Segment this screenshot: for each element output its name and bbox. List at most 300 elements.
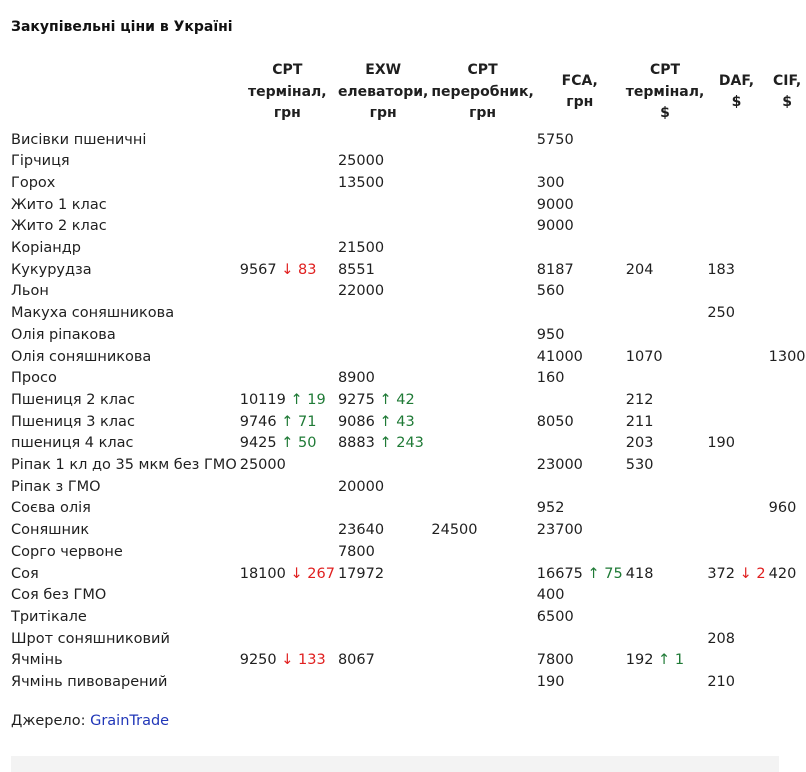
price-change [281, 435, 316, 451]
price-cell: 203 [625, 435, 654, 452]
table-row [8, 216, 806, 238]
table-row [8, 151, 806, 173]
arrow-up-icon: ↑ [379, 391, 392, 408]
price-cell [237, 325, 335, 347]
price-cell [534, 477, 623, 499]
price-cell [237, 216, 335, 238]
price-cell [534, 238, 623, 260]
table-row [8, 433, 806, 455]
table-row [8, 412, 806, 434]
price-cell [766, 585, 806, 607]
price-cell [428, 433, 533, 455]
price-cell [237, 130, 335, 152]
price-cell [704, 477, 765, 499]
commodity-name: Ячмінь [11, 652, 63, 669]
price-cell [623, 520, 705, 542]
price-cell [704, 368, 765, 390]
price-cell [766, 607, 806, 629]
price-cell [237, 412, 335, 434]
arrow-up-icon: ↑ [281, 413, 294, 430]
table-row [8, 238, 806, 260]
price-cell [704, 520, 765, 542]
price-cell: 21500 [337, 240, 385, 257]
table-row [8, 607, 806, 629]
price-cell [237, 173, 335, 195]
price-change-value: 50 [298, 435, 317, 452]
price-cell [766, 130, 806, 152]
price-cell [335, 390, 428, 412]
price-cell [766, 281, 806, 303]
price-cell [766, 433, 806, 455]
price-cell [704, 173, 765, 195]
price-cell [428, 672, 533, 694]
price-cell [237, 672, 335, 694]
table-row [8, 260, 806, 282]
commodity-name: Ріпак з ГМО [11, 478, 101, 495]
column-header-line: CPT [467, 62, 498, 78]
price-cell [766, 672, 806, 694]
price-cell [428, 303, 533, 325]
column-header-line: DAF, [718, 72, 755, 89]
price-cell: 211 [625, 413, 654, 430]
price-cell: 25000 [337, 153, 385, 170]
price-cell [704, 498, 765, 520]
price-cell: 8551 [337, 261, 375, 278]
price-cell [237, 564, 335, 586]
price-cell [237, 629, 335, 651]
price-cell: 13500 [337, 174, 385, 191]
table-row [8, 629, 806, 651]
price-change [379, 414, 414, 430]
price-cell: 8187 [536, 261, 574, 278]
price-cell [428, 607, 533, 629]
price-value: 9425 [239, 435, 277, 452]
price-cell [704, 347, 765, 369]
price-change-value: 43 [396, 413, 415, 430]
price-cell [766, 195, 806, 217]
price-cell: 8067 [337, 652, 375, 669]
table-row [8, 498, 806, 520]
price-cell [428, 130, 533, 152]
price-cell [704, 412, 765, 434]
commodity-name: Соя [11, 565, 39, 582]
price-cell [237, 585, 335, 607]
table-row [8, 347, 806, 369]
table-header [8, 60, 806, 130]
commodity-name: Гірчиця [11, 153, 70, 170]
price-cell [623, 281, 705, 303]
arrow-up-icon: ↑ [658, 652, 671, 669]
page-title: Закупівельні ціни в Україні [11, 19, 233, 35]
table-row [8, 455, 806, 477]
commodity-name: Горох [11, 174, 56, 191]
price-cell [623, 173, 705, 195]
price-change-value: 1 [674, 652, 685, 669]
price-cell [704, 390, 765, 412]
arrow-down-icon: ↓ [739, 565, 752, 582]
column-header [534, 60, 623, 130]
price-cell [428, 260, 533, 282]
price-value: 372 [707, 565, 736, 582]
price-cell [534, 564, 623, 586]
price-cell: 20000 [337, 478, 385, 495]
column-header-line: термінал, [625, 83, 705, 100]
price-cell [237, 542, 335, 564]
price-cell [428, 173, 533, 195]
table-row [8, 173, 806, 195]
price-cell [237, 650, 335, 672]
table-row [8, 650, 806, 672]
price-change-value: 19 [307, 391, 326, 408]
price-cell: 190 [536, 674, 565, 691]
price-cell [428, 368, 533, 390]
source-label: Джерело: [11, 713, 86, 729]
footer-bar [11, 756, 779, 772]
price-cell [623, 629, 705, 651]
column-header-line: грн [273, 105, 301, 121]
price-cell: 250 [707, 305, 736, 322]
price-cell [335, 629, 428, 651]
table-body [8, 130, 806, 694]
price-cell: 950 [536, 326, 565, 343]
arrow-down-icon: ↓ [281, 261, 294, 278]
price-cell [534, 629, 623, 651]
price-change-value: 243 [396, 435, 424, 452]
price-cell [428, 238, 533, 260]
commodity-name: Кукурудза [11, 261, 92, 278]
price-cell [623, 303, 705, 325]
price-cell: 960 [768, 500, 797, 517]
source-link[interactable]: GrainTrade [90, 713, 170, 729]
price-cell [335, 498, 428, 520]
column-header-line: CPT [272, 62, 303, 78]
price-cell [766, 325, 806, 347]
price-cell: 24500 [431, 522, 478, 539]
arrow-up-icon: ↑ [587, 565, 600, 582]
price-cell [704, 607, 765, 629]
price-cell: 6500 [536, 608, 574, 625]
price-change-value: 2 [756, 565, 766, 582]
price-cell [428, 412, 533, 434]
table-row [8, 477, 806, 499]
price-change-value: 133 [298, 652, 326, 669]
price-cell: 160 [536, 370, 565, 387]
price-cell [237, 520, 335, 542]
price-cell [623, 607, 705, 629]
price-cell [335, 347, 428, 369]
price-cell: 952 [536, 500, 565, 517]
price-cell [428, 629, 533, 651]
price-cell [704, 585, 765, 607]
column-header [428, 60, 533, 130]
price-change [379, 435, 423, 451]
column-header [335, 60, 428, 130]
price-cell: 183 [707, 261, 736, 278]
arrow-up-icon: ↑ [281, 435, 294, 452]
commodity-name: Ріпак 1 кл до 35 мкм без ГМО [11, 457, 237, 474]
price-cell [335, 325, 428, 347]
price-cell [623, 325, 705, 347]
commodity-name: Жито 2 клас [11, 218, 107, 235]
price-cell [704, 281, 765, 303]
price-cell [335, 455, 428, 477]
price-cell: 1300 [768, 348, 806, 365]
commodity-name: Льон [11, 283, 49, 300]
price-cell [237, 498, 335, 520]
price-cell [704, 238, 765, 260]
column-header-line: $ [731, 94, 742, 111]
column-header-line: грн [369, 105, 397, 121]
price-cell: 41000 [536, 348, 583, 365]
price-cell: 560 [536, 283, 565, 300]
price-change [290, 392, 325, 408]
column-header-line: елеватори, [337, 83, 429, 100]
commodity-name: Пшениця 2 клас [11, 391, 135, 408]
price-cell [534, 542, 623, 564]
price-cell: 22000 [337, 283, 385, 300]
price-cell: 530 [625, 457, 654, 474]
price-cell [704, 325, 765, 347]
price-cell: 17972 [337, 565, 385, 582]
price-cell: 23000 [536, 457, 583, 474]
price-cell [428, 564, 533, 586]
price-cell [237, 238, 335, 260]
table-row [8, 281, 806, 303]
price-cell [534, 303, 623, 325]
price-cell: 9000 [536, 196, 574, 213]
price-change-value: 83 [298, 261, 317, 278]
price-cell [534, 151, 623, 173]
price-cell [766, 650, 806, 672]
column-header [623, 60, 705, 130]
commodity-name: Сорго червоне [11, 543, 123, 560]
price-change [588, 566, 623, 582]
price-cell [704, 542, 765, 564]
price-change-value: 267 [307, 565, 335, 582]
arrow-up-icon: ↑ [379, 435, 392, 452]
price-cell [428, 455, 533, 477]
price-cell [623, 477, 705, 499]
column-header-line: грн [566, 94, 594, 111]
price-cell [704, 650, 765, 672]
price-value: 10119 [239, 391, 286, 408]
price-cell: 1070 [625, 348, 663, 365]
table-row [8, 520, 806, 542]
price-change [290, 566, 334, 582]
commodity-name: Макуха соняшникова [11, 305, 175, 322]
price-cell [623, 650, 705, 672]
price-value: 9086 [337, 413, 375, 430]
column-header [704, 60, 765, 130]
price-cell [335, 672, 428, 694]
commodity-name: Олія соняшникова [11, 348, 152, 365]
price-cell [237, 477, 335, 499]
table-row [8, 130, 806, 152]
arrow-up-icon: ↑ [290, 391, 303, 408]
price-cell: 9000 [536, 218, 574, 235]
column-header-line: переробник, [431, 83, 534, 100]
price-value: 9250 [239, 652, 277, 669]
commodity-name: Шрот соняшниковий [11, 630, 170, 647]
price-cell [237, 195, 335, 217]
price-value: 9567 [239, 261, 277, 278]
table-row [8, 195, 806, 217]
price-change-value: 75 [604, 565, 623, 582]
price-cell: 8900 [337, 370, 375, 387]
price-change [379, 392, 414, 408]
price-cell [534, 433, 623, 455]
column-header-line: CIF, [773, 72, 802, 89]
price-cell [623, 195, 705, 217]
price-cell [704, 151, 765, 173]
price-cell [766, 368, 806, 390]
price-cell: 190 [707, 435, 736, 452]
price-cell [335, 607, 428, 629]
arrow-up-icon: ↑ [379, 413, 392, 430]
column-header [237, 60, 335, 130]
price-cell [766, 260, 806, 282]
price-cell [335, 195, 428, 217]
price-cell [534, 390, 623, 412]
price-cell [237, 390, 335, 412]
price-cell [766, 173, 806, 195]
prices-table [8, 60, 806, 694]
commodity-name: Просо [11, 370, 57, 387]
table-row [8, 368, 806, 390]
price-cell [428, 477, 533, 499]
price-cell [237, 607, 335, 629]
price-cell: 418 [625, 565, 654, 582]
price-cell [766, 629, 806, 651]
price-cell [335, 433, 428, 455]
source-line [11, 713, 169, 729]
price-cell [237, 368, 335, 390]
price-change [281, 414, 316, 430]
column-header-line: термінал, [248, 83, 327, 100]
column-header-line: грн [469, 105, 497, 121]
price-cell: 420 [768, 565, 797, 582]
table-row [8, 585, 806, 607]
price-cell [766, 151, 806, 173]
price-cell: 7800 [337, 543, 375, 560]
price-cell [428, 325, 533, 347]
price-cell [623, 585, 705, 607]
price-cell [766, 477, 806, 499]
commodity-name: Тритікале [11, 608, 87, 625]
table-row [8, 542, 806, 564]
price-cell [623, 498, 705, 520]
price-cell: 300 [536, 174, 565, 191]
price-cell [335, 303, 428, 325]
price-value: 18100 [239, 565, 286, 582]
price-value: 192 [625, 652, 654, 669]
price-cell [704, 564, 765, 586]
price-cell: 5750 [536, 131, 574, 148]
price-cell [335, 216, 428, 238]
price-change [740, 566, 766, 582]
price-cell [623, 151, 705, 173]
price-cell [704, 216, 765, 238]
price-cell [766, 520, 806, 542]
price-cell [766, 216, 806, 238]
column-header-line: CPT [649, 62, 681, 78]
price-value: 16675 [536, 565, 583, 582]
price-cell [623, 216, 705, 238]
column-header-line: $ [660, 105, 670, 121]
column-header-line: $ [782, 94, 792, 111]
price-change [281, 262, 316, 278]
price-cell [704, 130, 765, 152]
price-cell [335, 585, 428, 607]
commodity-name: Жито 1 клас [11, 196, 107, 213]
price-cell [623, 368, 705, 390]
price-cell [335, 412, 428, 434]
price-cell [428, 195, 533, 217]
price-cell [704, 455, 765, 477]
price-cell [237, 347, 335, 369]
column-header-name [8, 60, 237, 130]
price-cell [623, 238, 705, 260]
table-row [8, 390, 806, 412]
price-cell [623, 672, 705, 694]
price-cell: 7800 [536, 652, 574, 669]
price-change-value: 71 [298, 413, 317, 430]
price-cell [237, 260, 335, 282]
price-cell [237, 151, 335, 173]
price-cell [428, 650, 533, 672]
price-cell [766, 542, 806, 564]
price-cell [766, 412, 806, 434]
arrow-down-icon: ↓ [281, 652, 294, 669]
price-cell: 25000 [239, 457, 286, 474]
commodity-name: Соєва олія [11, 500, 91, 517]
price-cell [428, 498, 533, 520]
price-cell: 204 [625, 261, 654, 278]
commodity-name: Висівки пшеничні [11, 131, 147, 148]
commodity-name: Пшениця 3 клас [11, 413, 135, 430]
column-header-line: EXW [365, 62, 402, 78]
price-cell: 208 [707, 630, 736, 647]
price-cell: 23640 [337, 522, 385, 539]
price-cell [766, 303, 806, 325]
price-cell [237, 303, 335, 325]
table-row [8, 303, 806, 325]
commodity-name: Ячмінь пивоварений [11, 674, 168, 691]
price-cell [428, 585, 533, 607]
commodity-name: Соя без ГМО [11, 587, 107, 604]
price-value: 9746 [239, 413, 277, 430]
arrow-down-icon: ↓ [290, 565, 303, 582]
price-cell: 212 [625, 391, 654, 408]
table-row [8, 672, 806, 694]
price-cell: 210 [707, 674, 736, 691]
table-row [8, 564, 806, 586]
price-cell [766, 238, 806, 260]
commodity-name: Коріандр [11, 240, 81, 257]
price-change [658, 652, 684, 668]
price-cell [335, 130, 428, 152]
price-cell [704, 195, 765, 217]
commodity-name: Соняшник [11, 522, 90, 539]
price-cell [766, 390, 806, 412]
price-cell [428, 390, 533, 412]
price-cell [623, 130, 705, 152]
price-cell [428, 216, 533, 238]
price-cell [766, 455, 806, 477]
price-cell [237, 281, 335, 303]
price-cell [428, 542, 533, 564]
price-cell [428, 151, 533, 173]
